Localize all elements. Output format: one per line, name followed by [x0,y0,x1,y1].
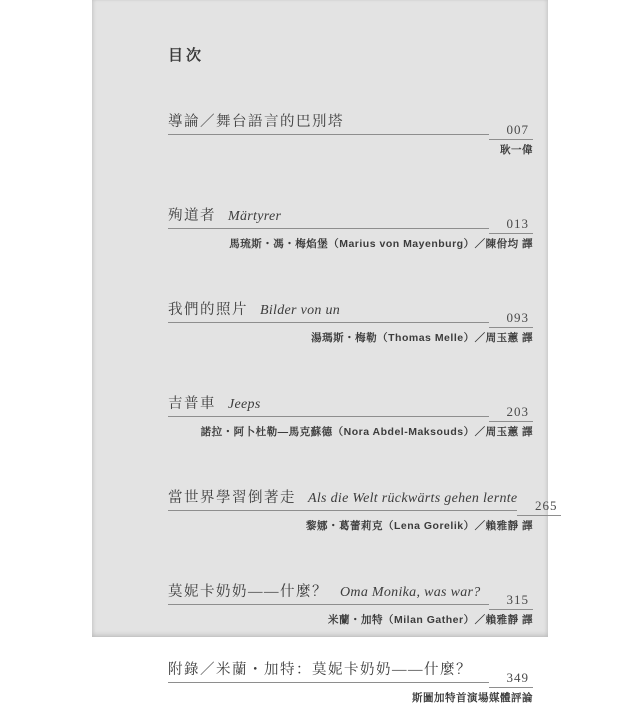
entry-page-number: 349 [489,670,533,688]
entry-title-rule [168,658,489,683]
entry-title-zh: 殉道者 [168,208,216,224]
entry-byline: 馬琉斯・馮・梅焰堡（Marius von Mayenburg）／陳佾均 譯 [229,238,533,250]
entry-title-rule [168,204,489,229]
entry-title-zh: 當世界學習倒著走 [168,490,296,506]
page-title: 目次 [168,47,205,64]
entry-page-number: 013 [489,216,533,234]
toc-entry-jeeps [168,392,533,439]
entry-title-rule [168,298,489,323]
entry-title-rule [168,580,489,605]
entry-title-zh: 吉普車 [168,396,216,412]
entry-title-de: Jeeps [228,397,261,412]
entry-title-row [168,110,533,135]
entry-title-row [168,580,533,605]
entry-byline: 諾拉・阿卜杜勒—馬克蘇德（Nora Abdel-Maksouds）／周玉蕙 譯 [200,426,533,438]
entry-page-number: 007 [489,122,533,140]
entry-title-row [168,204,533,229]
entry-title-zh: 莫妮卡奶奶——什麼？ [168,584,328,600]
entry-page-number: 203 [489,404,533,422]
entry-title-zh: 附錄／米蘭・加特：莫妮卡奶奶——什麼？ [168,662,472,678]
entry-byline: 湯瑪斯・梅勒（Thomas Melle）／周玉蕙 譯 [311,332,533,344]
book-page [92,0,558,704]
entry-title-row [168,658,533,683]
entry-page-number: 093 [489,310,533,328]
entry-byline: 耿一偉 [500,144,533,156]
entry-page-number: 315 [489,592,533,610]
toc-entry-appendix [168,658,533,705]
entry-byline: 黎娜・葛蕾莉克（Lena Gorelik）／賴雅靜 譯 [305,520,533,532]
entry-title-de: Oma Monika, was war? [340,585,481,600]
entry-title-row [168,298,533,323]
entry-title-row [168,486,558,513]
entry-title-zh: 我們的照片 [168,302,248,318]
toc-entry-bilder-von-uns [168,298,533,345]
toc-entry-als-die-welt [168,486,558,533]
toc-entry-martyrer [168,204,533,251]
entry-title-rule [168,110,489,135]
entry-title-rule [168,486,517,511]
entry-byline: 米蘭・加特（Milan Gather）／賴雅靜 譯 [327,614,533,626]
entry-title-zh: 導論／舞台語言的巴別塔 [168,114,344,130]
entry-title-de: Märtyrer [228,209,282,224]
entry-byline: 斯圖加特首演場媒體評論 [412,692,533,704]
entry-title-de: Bilder von un [260,303,341,318]
entry-title-de: Als die Welt rückwärts gehen lernte [308,491,518,506]
toc-entry-introduction [168,110,533,157]
toc-entry-list [168,110,558,705]
entry-title-row [168,392,533,417]
toc-content [168,0,558,705]
toc-entry-oma-monika [168,580,533,627]
entry-page-number: 265 [517,498,561,516]
entry-title-rule [168,392,489,417]
